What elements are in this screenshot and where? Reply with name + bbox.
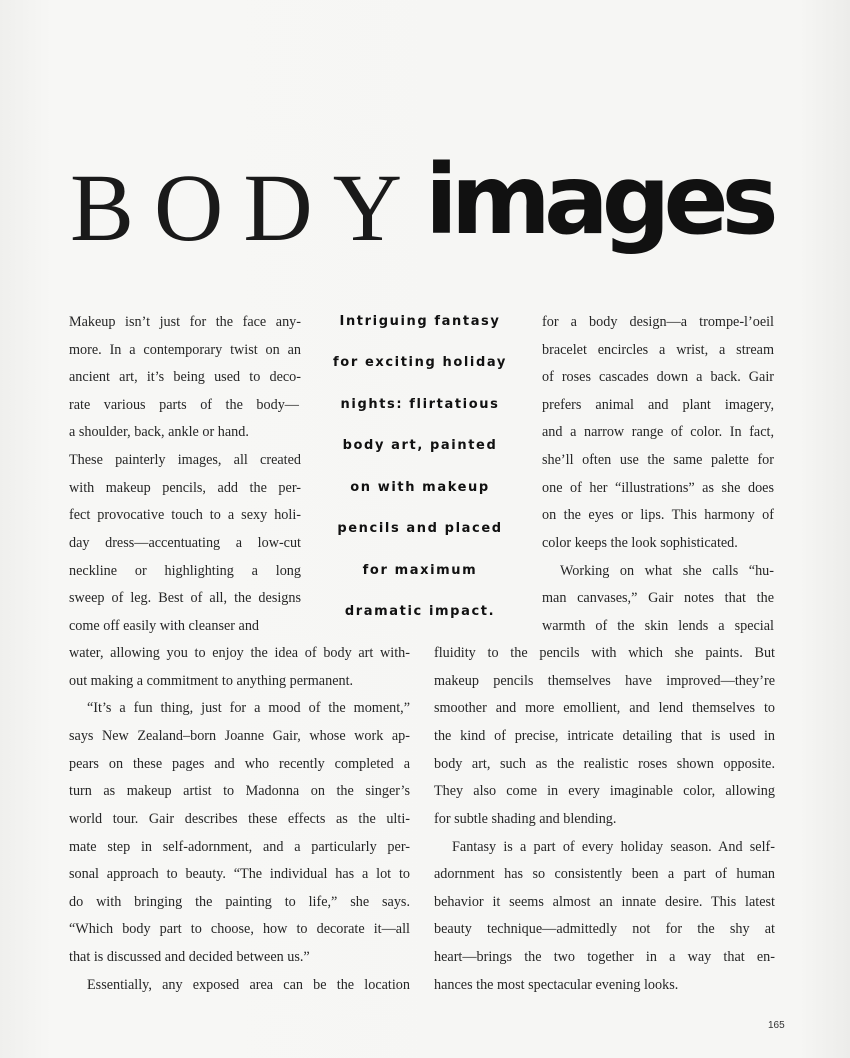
body-line: makeup pencils themselves have improved—they’re xyxy=(434,673,775,689)
body-line: come off easily with cleanser and xyxy=(69,618,260,634)
page-title xyxy=(70,140,790,260)
pull-quote-line: Intriguing fantasy xyxy=(339,314,501,329)
body-line: body art, such as the realistic roses shown opposite. xyxy=(434,756,775,772)
pull-quote-line: for maximum xyxy=(362,563,478,578)
body-line: world tour. Gair describes these effects as the ulti- xyxy=(69,811,410,827)
body-line: These painterly images, all created xyxy=(69,452,301,468)
pull-quote-line: pencils and placed xyxy=(337,521,503,536)
body-line: pears on these pages and who recently completed a xyxy=(69,756,410,772)
title-images: images xyxy=(425,144,772,256)
body-line: for a body design—a trompe-l’oeil xyxy=(542,314,774,330)
body-line: neckline or highlighting a long xyxy=(69,563,301,579)
body-line: sweep of leg. Best of all, the designs xyxy=(69,590,301,606)
pull-quote-line: dramatic impact. xyxy=(344,604,496,619)
body-line: fect provocative touch to a sexy holi- xyxy=(69,507,301,523)
body-line: the kind of precise, intricate detailing that is used in xyxy=(434,728,775,744)
body-line: rate various parts of the body— xyxy=(69,397,299,413)
body-line: one of her “illustrations” as she does xyxy=(542,480,774,496)
body-line: Working on what she calls “hu- xyxy=(560,563,774,579)
body-line: “It’s a fun thing, just for a mood of the moment,” xyxy=(87,700,410,716)
pull-quote-line: nights: flirtatious xyxy=(340,397,500,412)
pull-quote-line: body art, painted xyxy=(342,438,498,453)
body-line: Makeup isn’t just for the face any- xyxy=(69,314,301,330)
body-line: mate step in self-adornment, and a particularly per- xyxy=(69,839,410,855)
body-line: a shoulder, back, ankle or hand. xyxy=(69,424,249,440)
body-line: she’ll often use the same palette for xyxy=(542,452,774,468)
body-line: do with bringing the painting to life,” she says. xyxy=(69,894,410,910)
body-line: warmth of the skin lends a special xyxy=(542,618,774,634)
body-line: They also come in every imaginable color, allowing xyxy=(434,783,775,799)
body-line: out making a commitment to anything permanent. xyxy=(69,673,354,689)
body-line: Essentially, any exposed area can be the location xyxy=(87,977,410,993)
body-line: adornment has so consistently been a part of human xyxy=(434,866,775,882)
body-line: for subtle shading and blending. xyxy=(434,811,617,827)
body-line: says New Zealand–born Joanne Gair, whose work ap- xyxy=(69,728,410,744)
body-line: prefers animal and plant imagery, xyxy=(542,397,774,413)
body-line: color keeps the look sophisticated. xyxy=(542,535,738,551)
body-line: bracelet encircles a wrist, a stream xyxy=(542,342,774,358)
body-line: and a narrow range of color. In fact, xyxy=(542,424,774,440)
body-line: water, allowing you to enjoy the idea of body art with- xyxy=(69,645,410,661)
body-line: on the eyes or lips. This harmony of xyxy=(542,507,774,523)
body-line: sonal approach to beauty. “The individual has a lot to xyxy=(69,866,410,882)
body-line: turn as makeup artist to Madonna on the singer’s xyxy=(69,783,410,799)
body-line: more. In a contemporary twist on an xyxy=(69,342,301,358)
body-line: day dress—accentuating a low-cut xyxy=(69,535,301,551)
body-line: man canvases,” Gair notes that the xyxy=(542,590,774,606)
body-line: “Which body part to choose, how to decorate it—all xyxy=(69,921,410,937)
body-line: fluidity to the pencils with which she paints. But xyxy=(434,645,775,661)
pull-quote-line: for exciting holiday xyxy=(333,355,507,370)
body-line: hances the most spectacular evening looks. xyxy=(434,977,679,993)
body-line: behavior it seems almost an innate desire. This latest xyxy=(434,894,775,910)
body-line: Fantasy is a part of every holiday season. And self- xyxy=(452,839,775,855)
body-line: with makeup pencils, add the per- xyxy=(69,480,301,496)
body-line: beauty technique—admittedly not for the shy at xyxy=(434,921,775,937)
body-line: that is discussed and decided between us.” xyxy=(69,949,310,965)
body-line: ancient art, it’s being used to deco- xyxy=(69,369,301,385)
page-number: 165 xyxy=(768,1020,785,1031)
body-line: heart—brings the two together in a way that en- xyxy=(434,949,775,965)
title-body: BODY xyxy=(70,154,423,261)
pull-quote-line: on with makeup xyxy=(350,480,490,495)
body-line: of roses cascades down a back. Gair xyxy=(542,369,774,385)
body-line: smoother and more emollient, and lend themselves to xyxy=(434,700,775,716)
